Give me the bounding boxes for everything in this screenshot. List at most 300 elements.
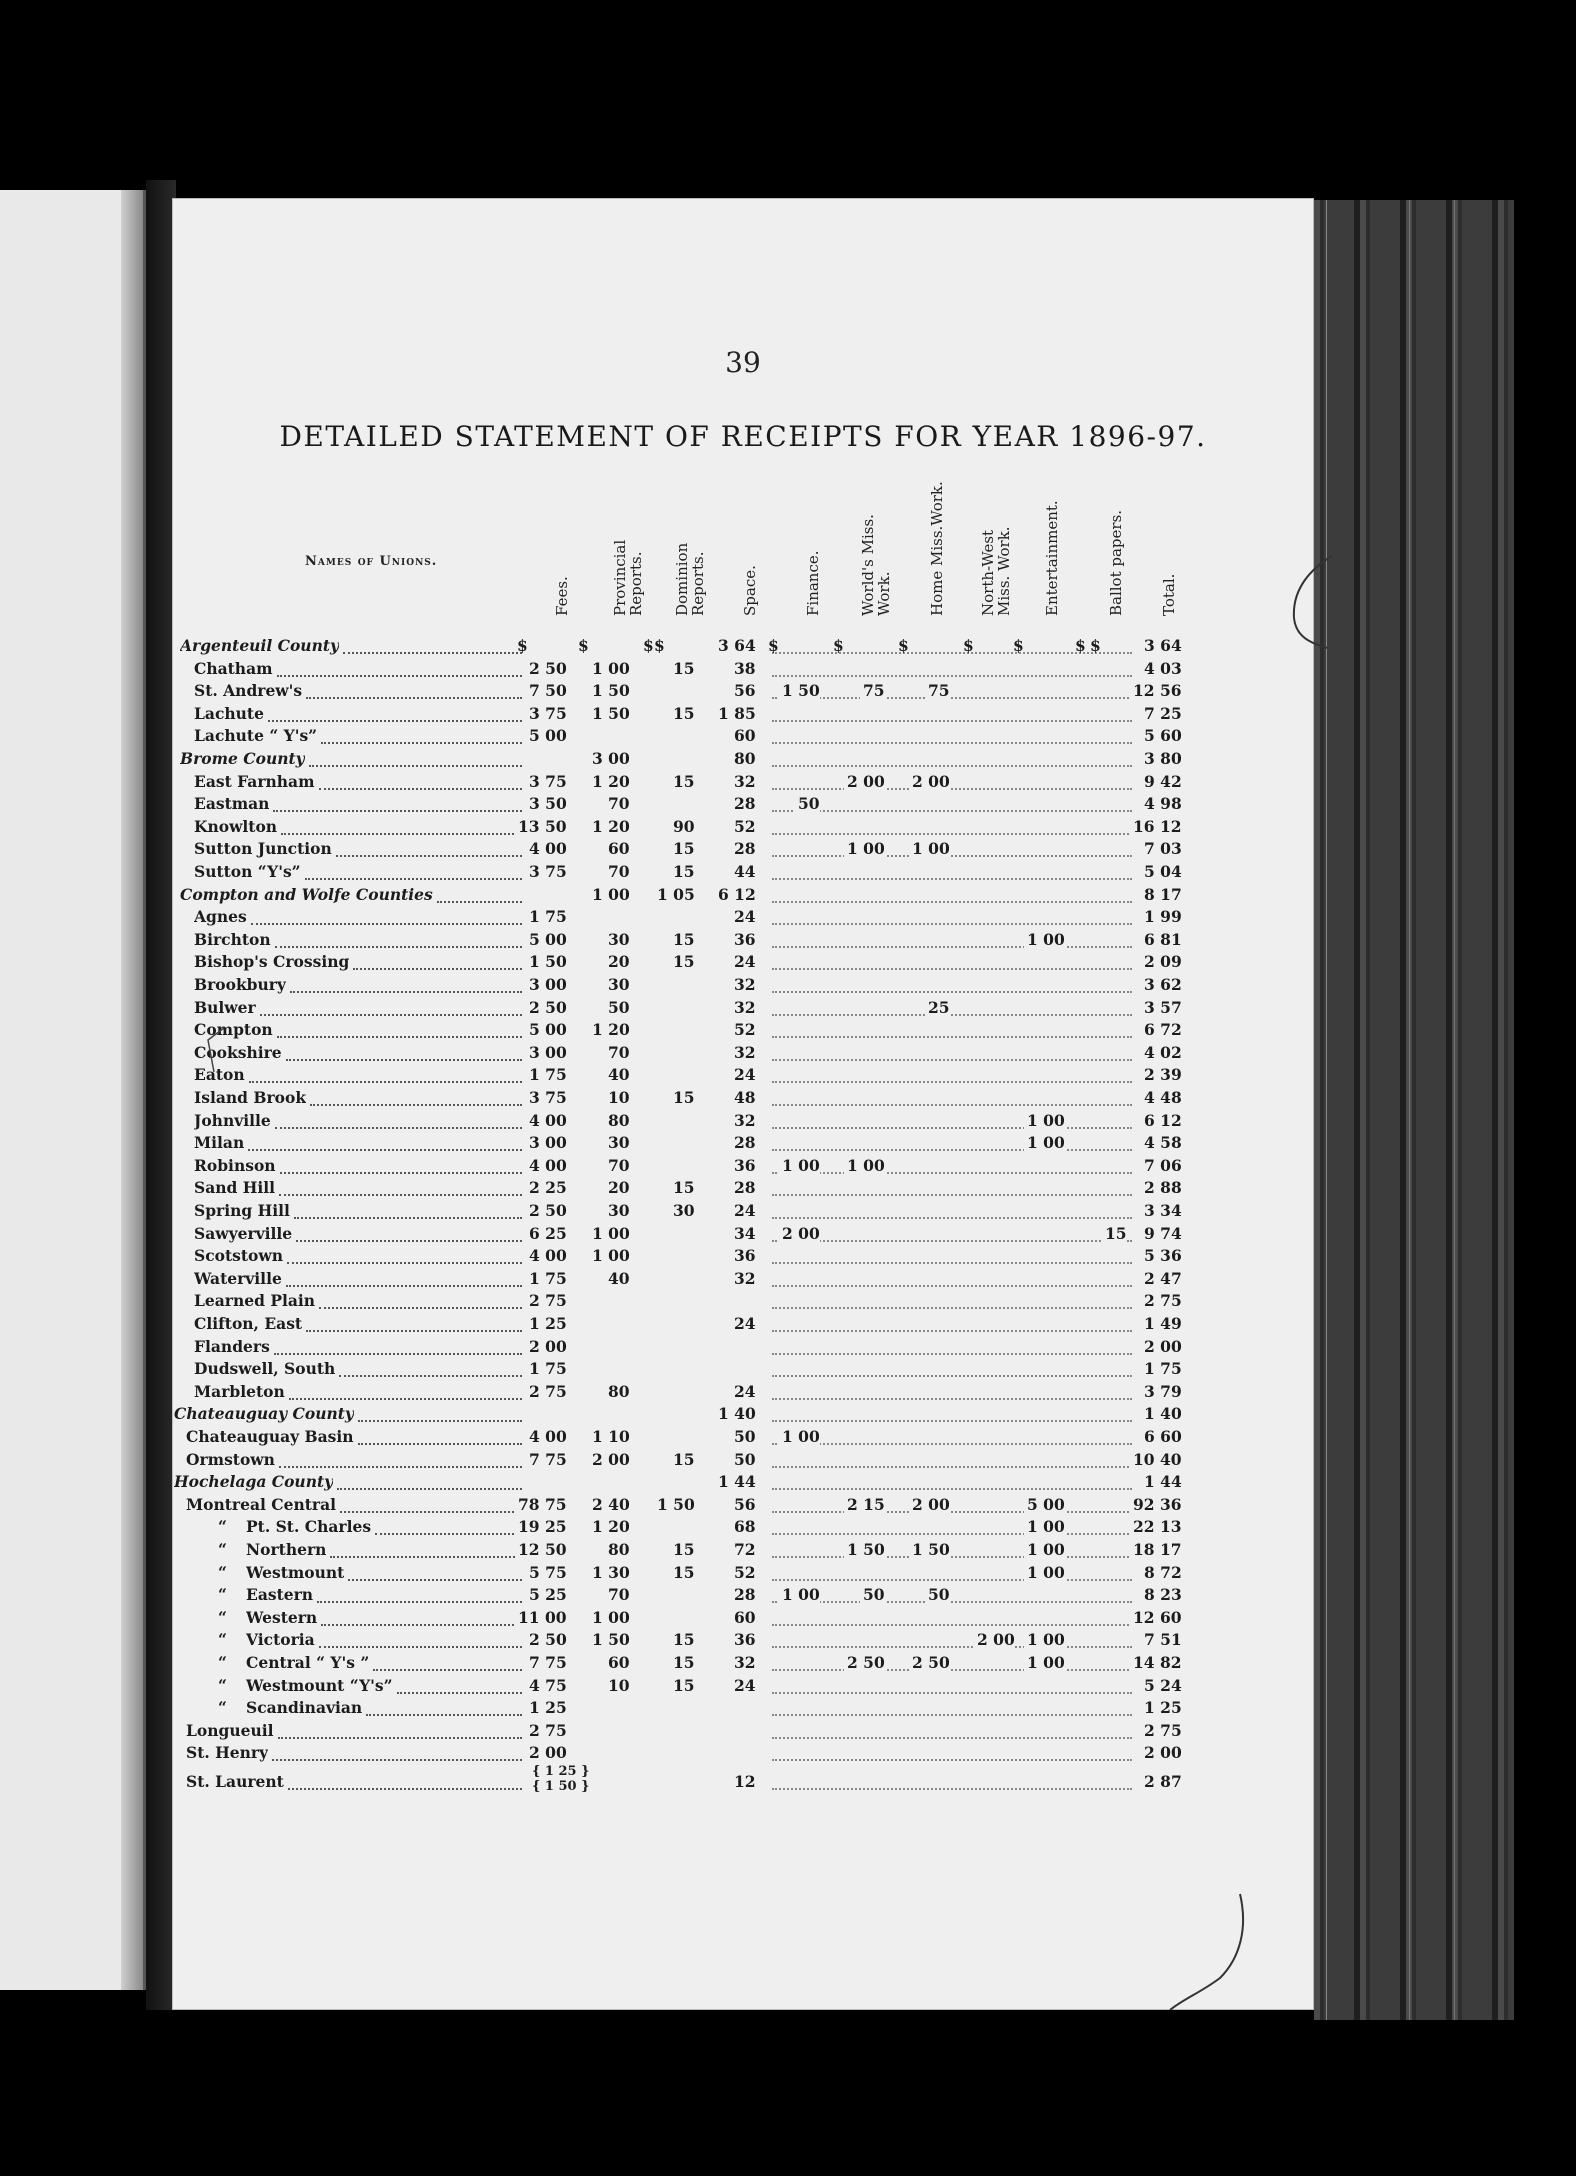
ditto-mark: “ [218, 1585, 227, 1605]
cell-space: 52 [731, 1563, 756, 1582]
cell-fees: 1 25 [526, 1314, 567, 1333]
cell-fees: 5 75 [526, 1563, 567, 1582]
union-name: Hochelaga County [174, 1472, 334, 1492]
cell-northwest: 2 00 [974, 1630, 1015, 1649]
dot-leader [772, 1373, 1132, 1377]
table-row [172, 1246, 1314, 1268]
cell-space: 48 [731, 1088, 756, 1107]
cell-provincial: 1 20 [589, 1517, 630, 1536]
union-name: Longueuil [186, 1720, 274, 1740]
cell-entertainment: 1 00 [1024, 1653, 1065, 1672]
cell-fees: 3 75 [526, 862, 567, 881]
cell-worlds: 75 [860, 681, 885, 700]
table-row [172, 681, 1314, 703]
cell-fees: 4 00 [526, 1111, 567, 1130]
ditto-mark: “ [218, 1607, 227, 1627]
dot-leader [280, 1170, 522, 1174]
column-heading-ballot [1108, 510, 1124, 616]
table-row [172, 998, 1314, 1020]
union-name: Argenteuil County [180, 636, 340, 655]
dot-leader [772, 1260, 1132, 1264]
dot-leader [343, 650, 522, 654]
dot-leader [373, 1667, 522, 1671]
split-fee-value: { 1 50 } [532, 1779, 590, 1794]
dot-leader [772, 1509, 1132, 1513]
dot-leader [772, 718, 1132, 722]
cell-dominion: 15 [670, 839, 695, 858]
union-name: Spring Hill [194, 1201, 290, 1220]
cell-space: 24 [731, 1314, 756, 1333]
cell-space: 28 [731, 1133, 756, 1152]
dot-leader [305, 876, 522, 880]
cell-total: 7 06 [1141, 1156, 1182, 1175]
cell-space: 12 [731, 1772, 756, 1791]
dot-leader [772, 1690, 1132, 1694]
cell-fees: 19 25 [515, 1517, 567, 1536]
cell-fees: 2 50 [526, 998, 567, 1017]
union-name: Sutton “Y's” [194, 862, 301, 881]
column-heading-line: North-West [979, 529, 997, 616]
dot-leader [319, 1644, 522, 1648]
cell-fees: 5 00 [526, 930, 567, 949]
cell-total: 3 64 [1141, 636, 1182, 655]
dot-leader [772, 1712, 1132, 1716]
cell-entertainment: 1 00 [1024, 1133, 1065, 1152]
cell-space: 60 [731, 1608, 756, 1627]
column-heading-finance [805, 550, 821, 616]
cell-total: 6 72 [1141, 1020, 1182, 1039]
dot-leader [772, 1464, 1132, 1468]
union-name: Pt. St. Charles [246, 1517, 372, 1537]
cell-provincial: 80 [605, 1540, 630, 1559]
table-row [172, 1563, 1314, 1585]
dot-leader [296, 1238, 522, 1242]
document-page [172, 198, 1314, 2010]
dot-leader [772, 1418, 1132, 1422]
union-name: St. Henry [186, 1743, 269, 1763]
cell-space: 36 [731, 1246, 756, 1265]
cell-finance: 1 50 [779, 681, 820, 700]
cell-entertainment: 1 00 [1024, 1111, 1065, 1130]
dot-leader [772, 899, 1132, 903]
union-name: Knowlton [194, 816, 278, 836]
cell-total: 3 57 [1141, 998, 1182, 1017]
cell-total: 16 12 [1130, 817, 1182, 836]
cell-space: 32 [731, 1269, 756, 1288]
dot-leader [772, 763, 1132, 767]
dot-leader [309, 763, 522, 767]
cell-total: 4 48 [1141, 1088, 1182, 1107]
cell-total: 6 60 [1141, 1427, 1182, 1446]
cell-total: 1 49 [1141, 1314, 1182, 1333]
ditto-mark: “ [218, 1540, 227, 1559]
union-name: Montreal Central [186, 1494, 337, 1514]
union-name: Cookshire [194, 1042, 282, 1062]
cell-fees: 2 00 [526, 1337, 567, 1356]
cell-provincial: 1 10 [589, 1427, 630, 1446]
cell-dominion: 15 [670, 1563, 695, 1582]
cell-finance: 1 00 [779, 1427, 820, 1446]
union-name: Lachute “ Y's” [194, 726, 318, 746]
dot-leader [281, 831, 522, 835]
union-name: Central “ Y's ” [246, 1653, 370, 1672]
cell-space: 38 [731, 659, 756, 678]
dot-leader [772, 1057, 1132, 1061]
table-row [172, 659, 1314, 681]
cell-fees: 3 75 [526, 704, 567, 723]
cell-provincial: 10 [605, 1676, 630, 1695]
dot-leader [286, 1283, 522, 1287]
cell-total: 1 40 [1141, 1404, 1182, 1423]
union-name: St. Andrew's [194, 681, 303, 701]
column-heading-total [1161, 574, 1177, 616]
table-row [172, 1450, 1314, 1472]
cell-space: 34 [731, 1224, 756, 1243]
dot-leader [248, 1147, 522, 1151]
cell-total: 8 23 [1141, 1585, 1182, 1604]
union-name: Victoria [246, 1630, 315, 1650]
column-heading-space [742, 565, 758, 616]
dollar-sign: $ [898, 636, 909, 655]
dot-leader [274, 1351, 522, 1355]
cell-fees: 11 00 [515, 1608, 567, 1627]
union-name: Waterville [194, 1268, 282, 1288]
dot-leader [277, 1034, 522, 1038]
cell-fees: 4 00 [526, 839, 567, 858]
dot-leader [772, 1351, 1132, 1355]
table-row [172, 1698, 1314, 1720]
table-row [172, 794, 1314, 816]
cell-space: 50 [731, 1427, 756, 1446]
union-name: Agnes [194, 907, 247, 927]
dot-leader [279, 1464, 522, 1468]
table-row [172, 1201, 1314, 1223]
cell-fees: 3 75 [526, 1088, 567, 1107]
union-name: Compton and Wolfe Counties [180, 884, 433, 904]
cell-provincial: 70 [605, 1043, 630, 1062]
cell-fees: 4 00 [526, 1156, 567, 1175]
column-heading-line: Fees. [553, 576, 571, 616]
cell-entertainment: 1 00 [1024, 1540, 1065, 1559]
cell-space: 1 40 [715, 1404, 756, 1423]
union-name: Robinson [194, 1155, 276, 1175]
column-heading-line: Home Miss.Work. [928, 481, 946, 616]
dot-leader [772, 1283, 1132, 1287]
county-row [172, 636, 1314, 658]
table-row [172, 704, 1314, 726]
cell-total: 92 36 [1130, 1495, 1182, 1514]
cell-fees: 4 00 [526, 1427, 567, 1446]
cell-provincial: 30 [605, 930, 630, 949]
dot-leader [294, 1215, 522, 1219]
table-row [172, 1314, 1314, 1336]
cell-space: 36 [731, 1156, 756, 1175]
cell-space: 28 [731, 794, 756, 813]
union-name: Compton [194, 1020, 273, 1040]
table-row [172, 1540, 1314, 1562]
cell-provincial: 70 [605, 862, 630, 881]
dot-leader [260, 1012, 522, 1016]
cell-fees: 2 75 [526, 1721, 567, 1740]
cell-total: 4 58 [1141, 1133, 1182, 1152]
union-name: Eastman [194, 794, 270, 814]
dot-leader [290, 989, 522, 993]
cell-entertainment: 5 00 [1024, 1495, 1065, 1514]
column-heading-line: Reports. [689, 551, 707, 616]
table-row [172, 1269, 1314, 1291]
cell-dominion: 90 [670, 817, 695, 836]
cell-entertainment: 1 00 [1024, 1630, 1065, 1649]
dot-leader [772, 1147, 1132, 1151]
cell-fees: 2 50 [526, 1630, 567, 1649]
cell-entertainment: 1 00 [1024, 1517, 1065, 1536]
cell-dominion: 1 05 [654, 885, 695, 904]
cell-provincial: 20 [605, 952, 630, 971]
table-row [172, 975, 1314, 997]
dot-leader [772, 786, 1132, 790]
dot-leader [772, 740, 1132, 744]
dot-leader [337, 1486, 522, 1490]
dot-leader [330, 1554, 522, 1558]
column-heading-line: Provincial [611, 539, 629, 616]
table-row [172, 1721, 1314, 1743]
dot-leader [319, 1305, 522, 1309]
table-row [172, 1608, 1314, 1630]
table-row [172, 1585, 1314, 1607]
cell-space: 36 [731, 1630, 756, 1649]
dot-leader [273, 808, 522, 812]
union-name: Marbleton [194, 1381, 285, 1401]
cell-provincial: 1 20 [589, 1020, 630, 1039]
dot-leader [772, 695, 1132, 699]
cell-space: 24 [731, 1382, 756, 1401]
split-fee-value: { 1 25 } [532, 1764, 590, 1779]
cell-dominion: 15 [670, 1450, 695, 1469]
dollar-sign: $ [833, 636, 844, 655]
cell-space: 1 44 [715, 1472, 756, 1491]
dot-leader [289, 1396, 522, 1400]
dot-leader [772, 1531, 1132, 1535]
union-name: Clifton, East [194, 1314, 303, 1333]
dot-leader [306, 1328, 522, 1332]
cell-fees: 5 00 [526, 1020, 567, 1039]
union-name: Learned Plain [194, 1291, 316, 1311]
cell-dominion: 15 [670, 1088, 695, 1107]
dot-leader [278, 1735, 522, 1739]
cell-provincial: 1 20 [589, 817, 630, 836]
table-row [172, 1224, 1314, 1246]
dot-leader [772, 1786, 1132, 1790]
table-row [172, 1111, 1314, 1133]
dot-leader [437, 899, 522, 903]
table-row [172, 1743, 1314, 1765]
cell-fees: 5 25 [526, 1585, 567, 1604]
dollar-sign: $ [1013, 636, 1024, 655]
dot-leader [772, 1622, 1132, 1626]
cell-total: 2 87 [1141, 1772, 1182, 1791]
cell-dominion: 1 50 [654, 1495, 695, 1514]
union-name: Bulwer [194, 997, 256, 1017]
dot-leader [772, 1125, 1132, 1129]
union-name: Bishop's Crossing [194, 952, 350, 972]
cell-space: 32 [731, 1111, 756, 1130]
cell-worlds: 50 [860, 1585, 885, 1604]
dot-leader [348, 1577, 522, 1581]
table-row [172, 817, 1314, 839]
cell-total: 5 36 [1141, 1246, 1182, 1265]
page-title: DETAILED STATEMENT OF RECEIPTS FOR YEAR 1896-97. [279, 420, 1207, 453]
cell-worlds: 1 00 [844, 1156, 885, 1175]
cell-home: 2 00 [909, 772, 950, 791]
cell-total: 5 04 [1141, 862, 1182, 881]
cell-total: 5 24 [1141, 1676, 1182, 1695]
union-name: Island Brook [194, 1088, 307, 1107]
cell-provincial: 70 [605, 1585, 630, 1604]
dot-leader [772, 1102, 1132, 1106]
cell-space: 28 [731, 839, 756, 858]
table-row [172, 1337, 1314, 1359]
county-row [172, 749, 1314, 771]
cell-total: 3 34 [1141, 1201, 1182, 1220]
table-row [172, 1764, 1314, 1794]
cell-provincial: 30 [605, 1201, 630, 1220]
union-name: Scandinavian [246, 1698, 363, 1718]
column-heading-fees [554, 576, 570, 616]
dollar-sign: $ [1090, 636, 1101, 655]
dot-leader [772, 921, 1132, 925]
cell-provincial: 1 00 [589, 1246, 630, 1265]
county-row [172, 885, 1314, 907]
cell-total: 2 75 [1141, 1291, 1182, 1310]
union-name: Flanders [194, 1336, 270, 1356]
cell-space: 50 [731, 1450, 756, 1469]
cell-worlds: 1 50 [844, 1540, 885, 1559]
table-row [172, 952, 1314, 974]
column-heading-line: Space. [741, 565, 759, 616]
dot-leader [319, 786, 522, 790]
table-row [172, 772, 1314, 794]
column-heading-line: Work. [875, 571, 893, 616]
cell-space: 32 [731, 772, 756, 791]
cell-provincial: 70 [605, 1156, 630, 1175]
table-row [172, 1517, 1314, 1539]
cell-provincial: 50 [605, 998, 630, 1017]
page-edges [1314, 200, 1514, 2020]
dot-leader [279, 1192, 522, 1196]
union-name: Sutton Junction [194, 839, 332, 859]
dot-leader [275, 1125, 522, 1129]
column-heading-line: Reports. [627, 551, 645, 616]
receipts-table [172, 198, 1314, 2010]
cell-space: 24 [731, 907, 756, 926]
dot-leader [321, 1622, 522, 1626]
table-row [172, 1156, 1314, 1178]
left-facing-page [0, 190, 146, 1990]
union-name: Westmount “Y's” [246, 1675, 393, 1695]
cell-provincial: 2 00 [589, 1450, 630, 1469]
cell-fees: 1 75 [526, 1269, 567, 1288]
dot-leader [772, 1599, 1132, 1603]
dot-leader [358, 1441, 522, 1445]
union-name: Chateauguay Basin [186, 1427, 354, 1446]
column-heading-line: Entertainment. [1043, 500, 1061, 616]
column-heading-line: World's Miss. [859, 514, 877, 616]
dot-leader [287, 1260, 522, 1264]
dot-leader [772, 673, 1132, 677]
cell-fees: 2 00 [526, 1743, 567, 1762]
cell-total: 1 25 [1141, 1698, 1182, 1717]
column-heading-worlds [860, 514, 892, 616]
cell-provincial: 2 40 [589, 1495, 630, 1514]
cell-home: 2 00 [909, 1495, 950, 1514]
cell-dominion: 15 [670, 1630, 695, 1649]
cell-fees: 1 50 [526, 952, 567, 971]
table-row [172, 1291, 1314, 1313]
dot-leader [772, 1328, 1132, 1332]
dot-leader [772, 1577, 1132, 1581]
cell-space: 32 [731, 1043, 756, 1062]
dot-leader [772, 966, 1132, 970]
cell-home: 25 [925, 998, 950, 1017]
pencil-mark-icon [1140, 1888, 1260, 2018]
dot-leader [310, 1102, 522, 1106]
cell-fees: 3 00 [526, 1133, 567, 1152]
union-name: Eastern [246, 1585, 314, 1605]
dot-leader [366, 1712, 522, 1716]
cell-dominion: 15 [670, 772, 695, 791]
union-name: East Farnham [194, 771, 315, 791]
cell-fees: 1 75 [526, 1065, 567, 1084]
dot-leader [772, 1012, 1132, 1016]
column-heading-entertainment [1044, 500, 1060, 616]
cell-total: 10 40 [1130, 1450, 1182, 1469]
table-row [172, 1495, 1314, 1517]
union-name: Dudswell, South [194, 1359, 336, 1379]
dot-leader [772, 1305, 1132, 1309]
dot-leader [772, 1079, 1132, 1083]
cell-total: 7 25 [1141, 704, 1182, 723]
ditto-mark: “ [218, 1675, 227, 1695]
dot-leader [306, 695, 522, 699]
dollar-sign: $ [654, 636, 665, 655]
dot-leader [268, 718, 522, 722]
cell-provincial: 1 00 [589, 1608, 630, 1627]
cell-total: 1 99 [1141, 907, 1182, 926]
dot-leader [772, 876, 1132, 880]
cell-space: 28 [731, 1178, 756, 1197]
dot-leader [772, 853, 1132, 857]
cell-total: 2 75 [1141, 1721, 1182, 1740]
dot-leader [772, 1667, 1132, 1671]
cell-space: 68 [731, 1517, 756, 1536]
cell-provincial: 1 30 [589, 1563, 630, 1582]
cell-total: 2 09 [1141, 952, 1182, 971]
cell-provincial: 1 20 [589, 772, 630, 791]
dot-leader [772, 989, 1132, 993]
dot-leader [353, 966, 522, 970]
cell-space: 24 [731, 1676, 756, 1695]
dot-leader [772, 1735, 1132, 1739]
cell-provincial: 60 [605, 839, 630, 858]
dot-leader [772, 1034, 1132, 1038]
column-heading-line: Dominion [673, 542, 691, 616]
table-row [172, 1676, 1314, 1698]
dot-leader [249, 1079, 522, 1083]
cell-home: 1 50 [909, 1540, 950, 1559]
dot-leader [277, 673, 522, 677]
cell-space: 32 [731, 975, 756, 994]
table-row [172, 1382, 1314, 1404]
